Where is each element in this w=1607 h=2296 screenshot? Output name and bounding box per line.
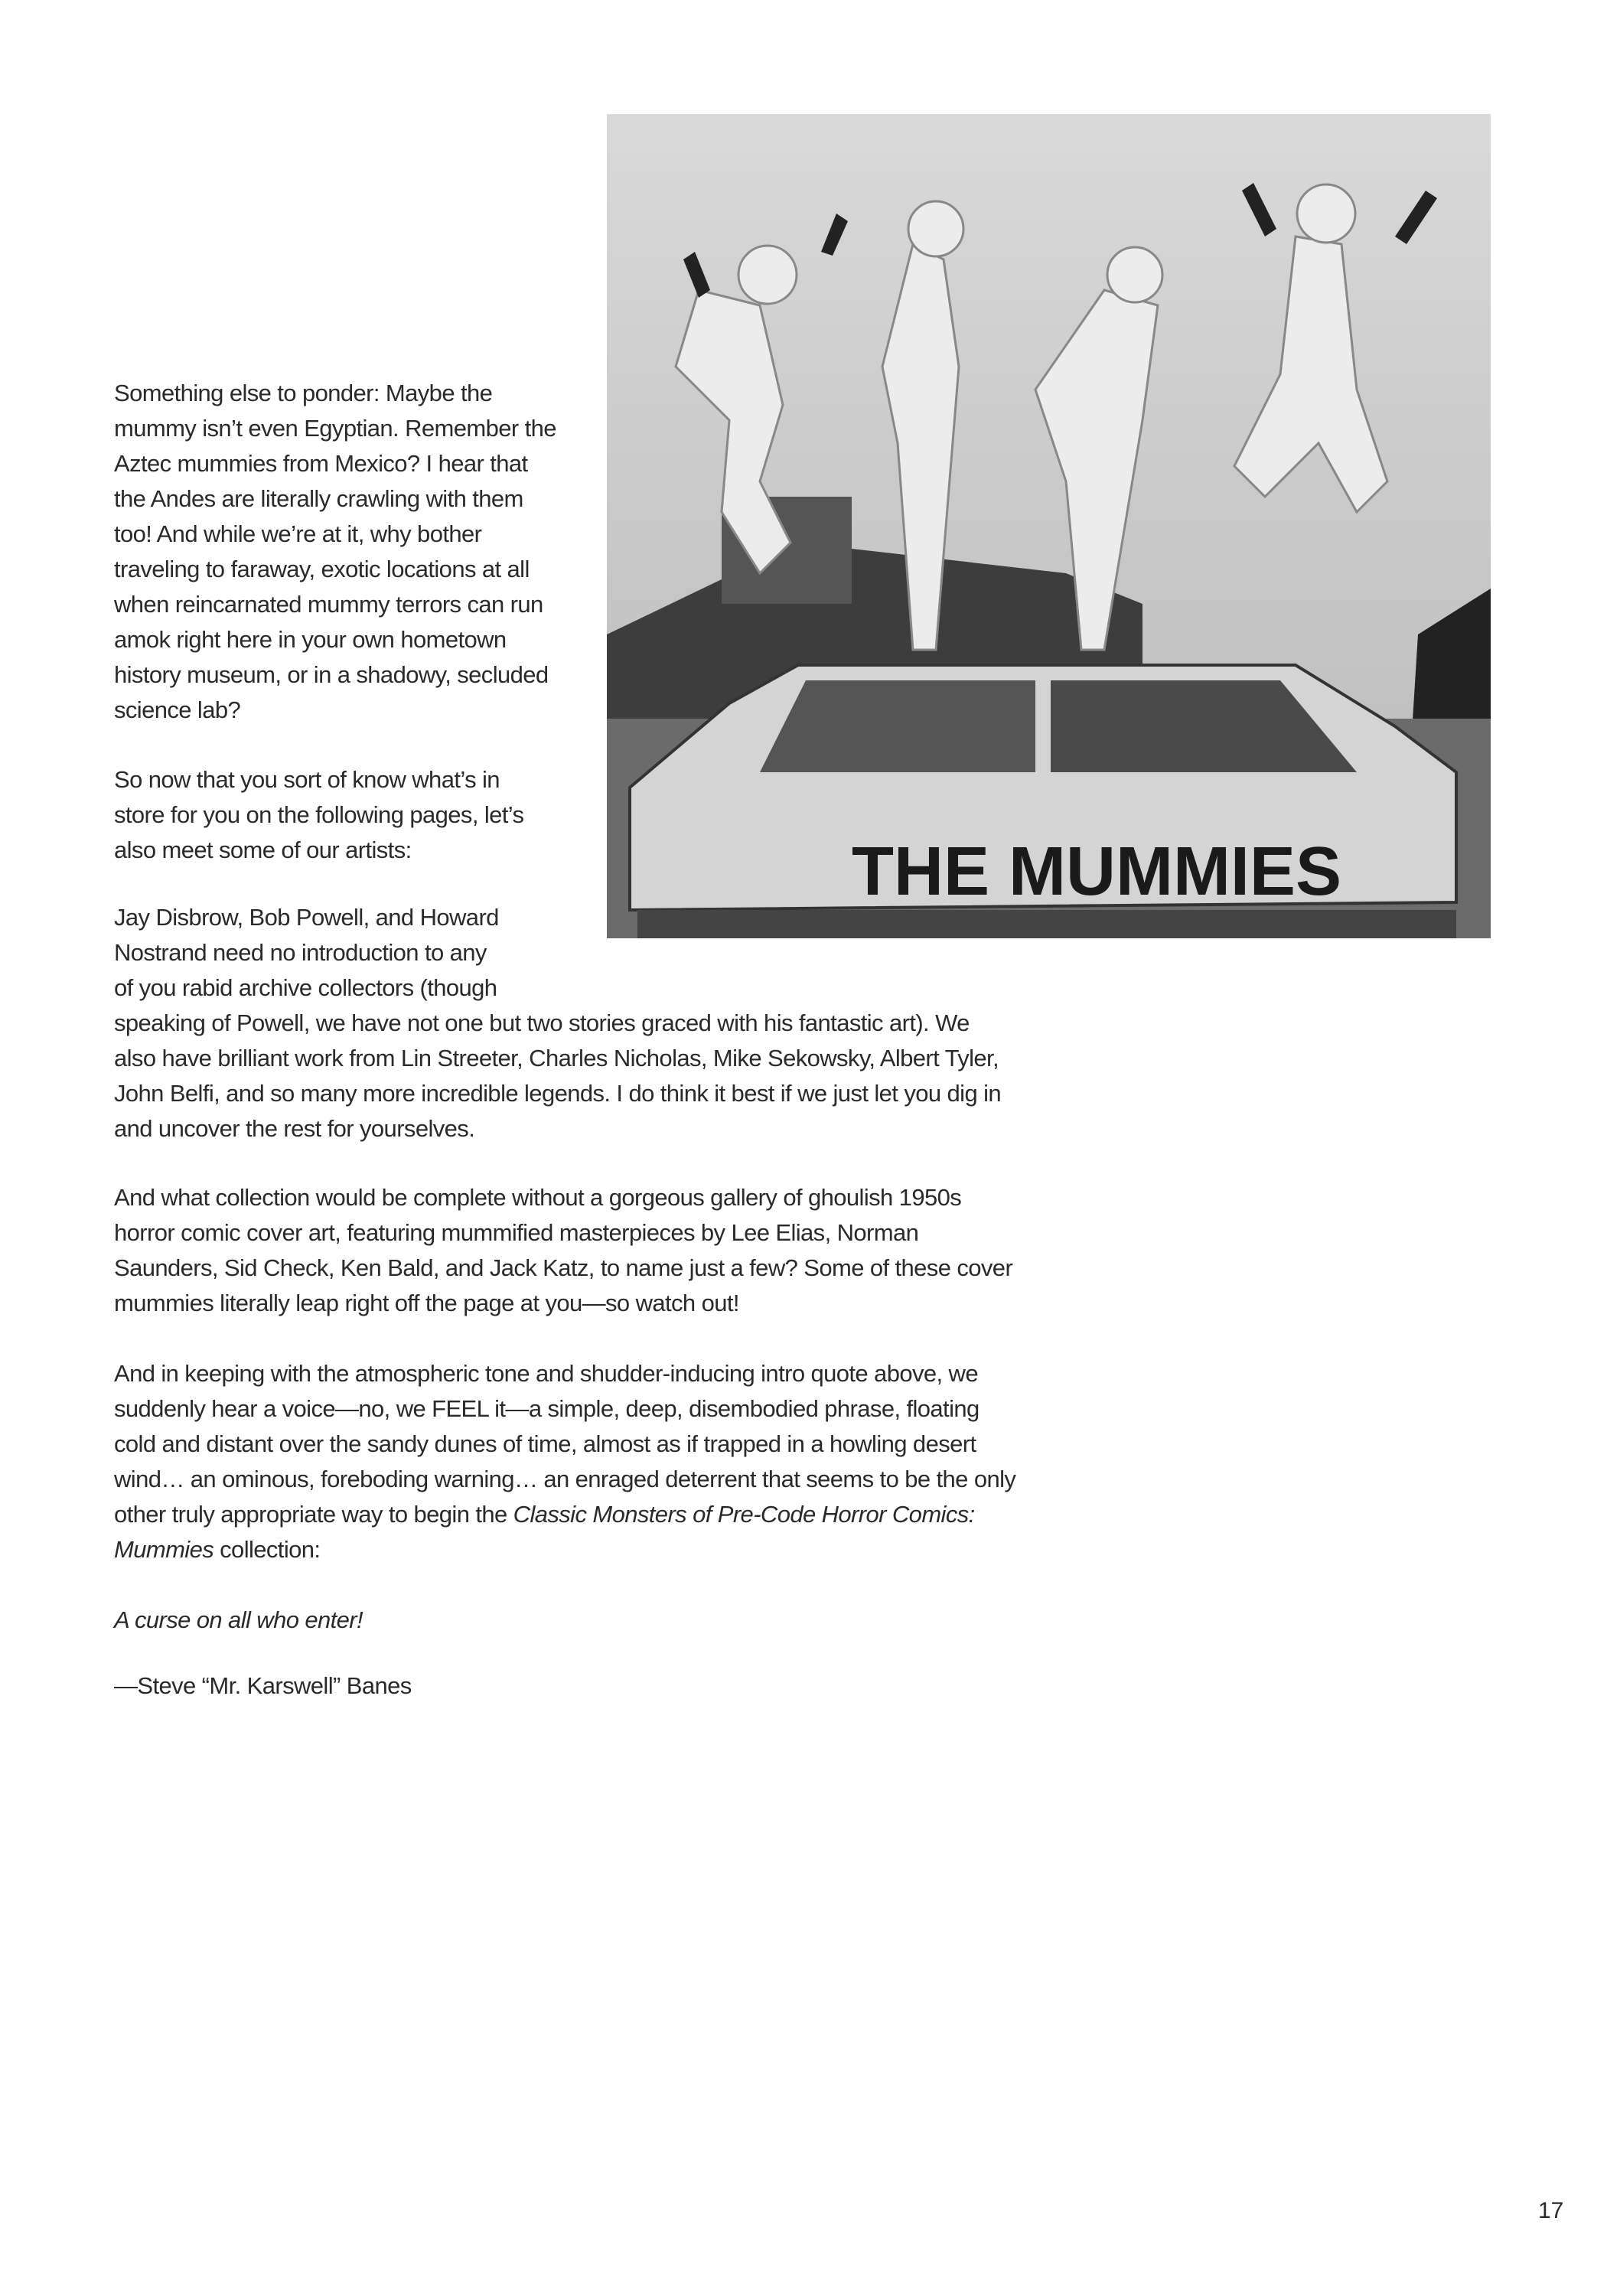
text-line: —Steve “Mr. Karswell” Banes <box>114 1672 412 1699</box>
text-line: the Andes are literally crawling with them <box>114 485 523 512</box>
paragraph-artists <box>114 900 1001 1146</box>
text-line: mummies literally leap right off the page at you—so watch out! <box>114 1290 739 1316</box>
text-line: wind… an ominous, foreboding warning… an enraged deterrent that seems to be the only <box>114 1466 1016 1492</box>
book-title: Classic Monsters of Pre-Code Horror Comics: <box>513 1501 975 1528</box>
paragraph-meet-artists <box>114 762 523 868</box>
book-title: Mummies <box>114 1536 214 1563</box>
text-line: science lab? <box>114 696 241 723</box>
text-line: mummy isn’t even Egyptian. Remember the <box>114 415 556 442</box>
text-line: And in keeping with the atmospheric tone and shudder-inducing intro quote above, we <box>114 1360 978 1387</box>
text-line: cold and distant over the sandy dunes of time, almost as if trapped in a howling desert <box>114 1430 976 1457</box>
text-line: also have brilliant work from Lin Streeter, Charles Nicholas, Mike Sekowsky, Albert Tyler, <box>114 1045 999 1071</box>
text-line: amok right here in your own hometown <box>114 626 507 653</box>
text-line: when reincarnated mummy terrors can run <box>114 591 543 618</box>
text-line: Something else to ponder: Maybe the <box>114 380 493 406</box>
mummies-photo <box>607 114 1491 938</box>
text-line: Saunders, Sid Check, Ken Bald, and Jack Katz, to name just a few? Some of these cover <box>114 1254 1013 1281</box>
text-line: and uncover the rest for yourselves. <box>114 1115 475 1142</box>
text-line: too! And while we’re at it, why bother <box>114 520 482 547</box>
author-signature <box>114 1668 412 1704</box>
paragraph-mummy-origins <box>114 376 556 728</box>
text-line: Nostrand need no introduction to any <box>114 939 487 966</box>
text-line: also meet some of our artists: <box>114 837 412 863</box>
text-line <box>114 1497 1015 1532</box>
text-span: other truly appropriate way to begin the <box>114 1501 513 1528</box>
page-number: 17 <box>1538 2198 1564 2223</box>
text-line: speaking of Powell, we have not one but two stories graced with his fantastic art). We <box>114 1009 970 1036</box>
text-line: history museum, or in a shadowy, secluded <box>114 661 549 688</box>
text-line: horror comic cover art, featuring mummified masterpieces by Lee Elias, Norman <box>114 1219 919 1246</box>
text-line: of you rabid archive collectors (though <box>114 974 497 1001</box>
curse-quote <box>114 1603 363 1638</box>
text-line: suddenly hear a voice—no, we FEEL it—a simple, deep, disembodied phrase, floating <box>114 1395 980 1422</box>
text-line: Aztec mummies from Mexico? I hear that <box>114 450 528 477</box>
text-line: Jay Disbrow, Bob Powell, and Howard <box>114 904 499 931</box>
paragraph-warning <box>114 1356 1015 1567</box>
text-line: And what collection would be complete without a gorgeous gallery of ghoulish 1950s <box>114 1184 962 1211</box>
paragraph-cover-gallery <box>114 1180 1012 1321</box>
car-lettering: THE MUMMIES <box>852 833 1341 910</box>
text-line: A curse on all who enter! <box>114 1606 363 1633</box>
text-line: John Belfi, and so many more incredible legends. I do think it best if we just let you dig in <box>114 1080 1002 1107</box>
text-line: traveling to faraway, exotic locations at all <box>114 556 530 582</box>
text-span: collection: <box>214 1536 321 1563</box>
text-line: store for you on the following pages, let’s <box>114 801 524 828</box>
text-line <box>114 1532 1015 1567</box>
text-line: So now that you sort of know what’s in <box>114 766 500 793</box>
